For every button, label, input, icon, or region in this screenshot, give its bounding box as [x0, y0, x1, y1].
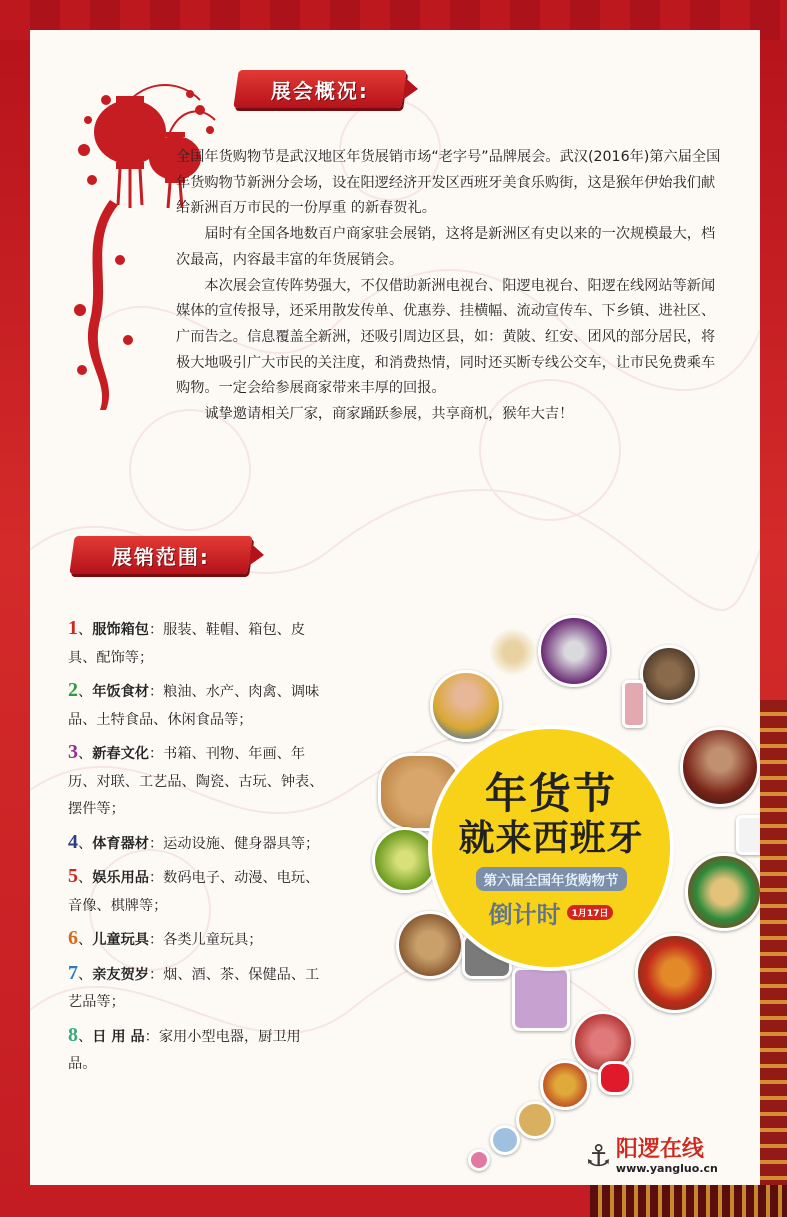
scope-title-text: 展销范围:: [112, 544, 210, 569]
scope-num: 1: [68, 617, 78, 639]
section-title-scope: [69, 536, 252, 574]
scope-item-6: 6、儿童玩具：各类儿童玩具；: [68, 927, 263, 949]
scope-desc: 粮油、水产、肉禽、调味品、土特食品、休闲食品等；: [68, 684, 320, 728]
badge-countdown: [489, 895, 614, 930]
scope-category: 日 用 品: [92, 1028, 145, 1045]
scope-item-3: 3、新春文化：书箱、刊物、年画、年历、对联、工艺品、陶瓷、古玩、钟表、摆件等；: [68, 741, 324, 817]
intro-paragraph-1: 全国年货购物节是武汉地区年货展销市场“老字号”品牌展会。武汉(2016年)第六届全国年货购物节新洲分会场，设在阳逻经济开发区西班牙美食乐购街，这是猴年伊始我们献给新洲百万市民的一份厚重 的新春贺礼。: [176, 149, 721, 217]
scope-desc: 烟、酒、茶、保健品、工艺品等；: [68, 966, 320, 1010]
photo-kiwi: [372, 827, 438, 893]
logo-name: 阳逻在线: [615, 1137, 704, 1162]
logo-url[interactable]: www.yangluo.cn: [615, 1162, 718, 1175]
scope-category: 体育器材: [92, 835, 149, 852]
scope-category: 亲友贺岁: [92, 966, 149, 983]
overview-title-text: 展会概况:: [271, 78, 369, 103]
scope-desc: 服装、鞋帽、箱包、皮具、配饰等；: [68, 622, 306, 666]
photo-handbag: [640, 645, 698, 703]
product-photo-collage: [350, 615, 760, 1175]
site-logo[interactable]: [585, 1138, 718, 1175]
scope-num: 3: [68, 741, 78, 763]
poster-paper: [30, 30, 760, 1185]
badge-title-line-2: 就来西班牙: [458, 818, 644, 859]
photo-watch: [538, 615, 610, 687]
scope-category: 年饭食材: [92, 684, 149, 700]
photo-lamp: [512, 967, 570, 1031]
photo-fruit-basket: [540, 1060, 590, 1110]
scope-item-5: 5、娱乐用品：数码电子、动漫、电玩、音像、棋牌等；: [68, 865, 320, 914]
photo-plush-dog: [490, 629, 536, 675]
photo-woman: [430, 670, 502, 742]
badge-event-name: 第六届全国年货购物节: [476, 867, 627, 891]
scope-category: 服饰箱包: [92, 622, 149, 638]
scope-num: 4: [68, 830, 78, 853]
scope-item-7: 7、亲友贺岁：烟、酒、茶、保健品、工艺品等；: [68, 961, 320, 1010]
photo-small-gift: [490, 1125, 520, 1155]
scope-item-4: 4、体育器材：运动设施、健身器具等；: [68, 830, 320, 853]
photo-small-toys: [516, 1101, 554, 1139]
scope-desc: 运动设施、健身器具等；: [163, 835, 320, 852]
photo-tiny-item: [468, 1149, 490, 1171]
scope-num: 7: [68, 961, 78, 984]
exhibition-scope-list: [68, 615, 328, 1084]
scope-num: 8: [68, 1023, 78, 1046]
photo-perfume: [622, 680, 646, 728]
scope-category: 儿童玩具: [92, 932, 149, 948]
countdown-badge: [432, 729, 670, 967]
intro-paragraph-3: 本次展会宣传阵势强大，不仅借助新洲电视台、阳逻电视台、阳逻在线网站等新闻媒体的宣传报导，还采用散发传单、优惠券、挂横幅、流动宣传车、下乡镇、进社区、广而告之。信息覆盖全新洲，还吸引周边区县，如：黄陂、红安、团风的部分居民，将极大地吸引广大市民的关注度，和消费热情，同时还买断专线公交车，让市民免费乘车购物。一定会给参展商家带来丰厚的回报。: [176, 277, 716, 397]
photo-heart: [598, 1061, 632, 1095]
scope-desc: 书箱、刊物、年画、年历、对联、工艺品、陶瓷、古玩、钟表、摆件等；: [68, 746, 324, 817]
scope-num: 2: [68, 679, 78, 701]
photo-vegetables: [685, 853, 760, 931]
intro-paragraph-2: 届时有全国各地数百户商家驻会展销，这将是新洲区有史以来的一次规模最大，档次最高，内容最丰富的年货展销会。: [176, 226, 716, 268]
scope-item-1: 1、服饰箱包：服装、鞋帽、箱包、皮具、配饰等；: [68, 617, 306, 666]
scope-category: 新春文化: [92, 746, 149, 762]
bottom-pagoda-decoration: [590, 1185, 787, 1217]
photo-spices: [635, 933, 715, 1013]
photo-jewelry: [736, 815, 760, 855]
scope-item-8: 8、日 用 品：家用小型电器，厨卫用品。: [68, 1023, 301, 1072]
photo-fashion-woman: [680, 727, 760, 807]
anchor-icon: ⚓: [585, 1139, 612, 1174]
intro-text-block: [176, 145, 724, 428]
badge-date: 1月17日: [567, 905, 614, 920]
scope-desc: 数码电子、动漫、电玩、音像、棋牌等；: [68, 870, 320, 914]
scope-item-2: 2、年饭食材：粮油、水产、肉禽、调味品、土特食品、休闲食品等；: [68, 679, 320, 728]
scope-desc: 各类儿童玩具；: [163, 932, 263, 948]
section-title-overview: [233, 70, 406, 108]
intro-paragraph-4: 诚挚邀请相关厂家，商家踊跃参展，共享商机，猴年大吉！: [204, 406, 574, 423]
scope-category: 娱乐用品: [92, 870, 149, 886]
badge-title-line-1: 年货节: [484, 769, 617, 818]
badge-countdown-text: 倒计时: [488, 901, 561, 929]
logo-text: [616, 1138, 718, 1175]
photo-nuts: [396, 911, 464, 979]
scope-desc: 家用小型电器，厨卫用品。: [68, 1028, 301, 1072]
scope-num: 5: [68, 865, 78, 887]
scope-num: 6: [68, 927, 78, 949]
